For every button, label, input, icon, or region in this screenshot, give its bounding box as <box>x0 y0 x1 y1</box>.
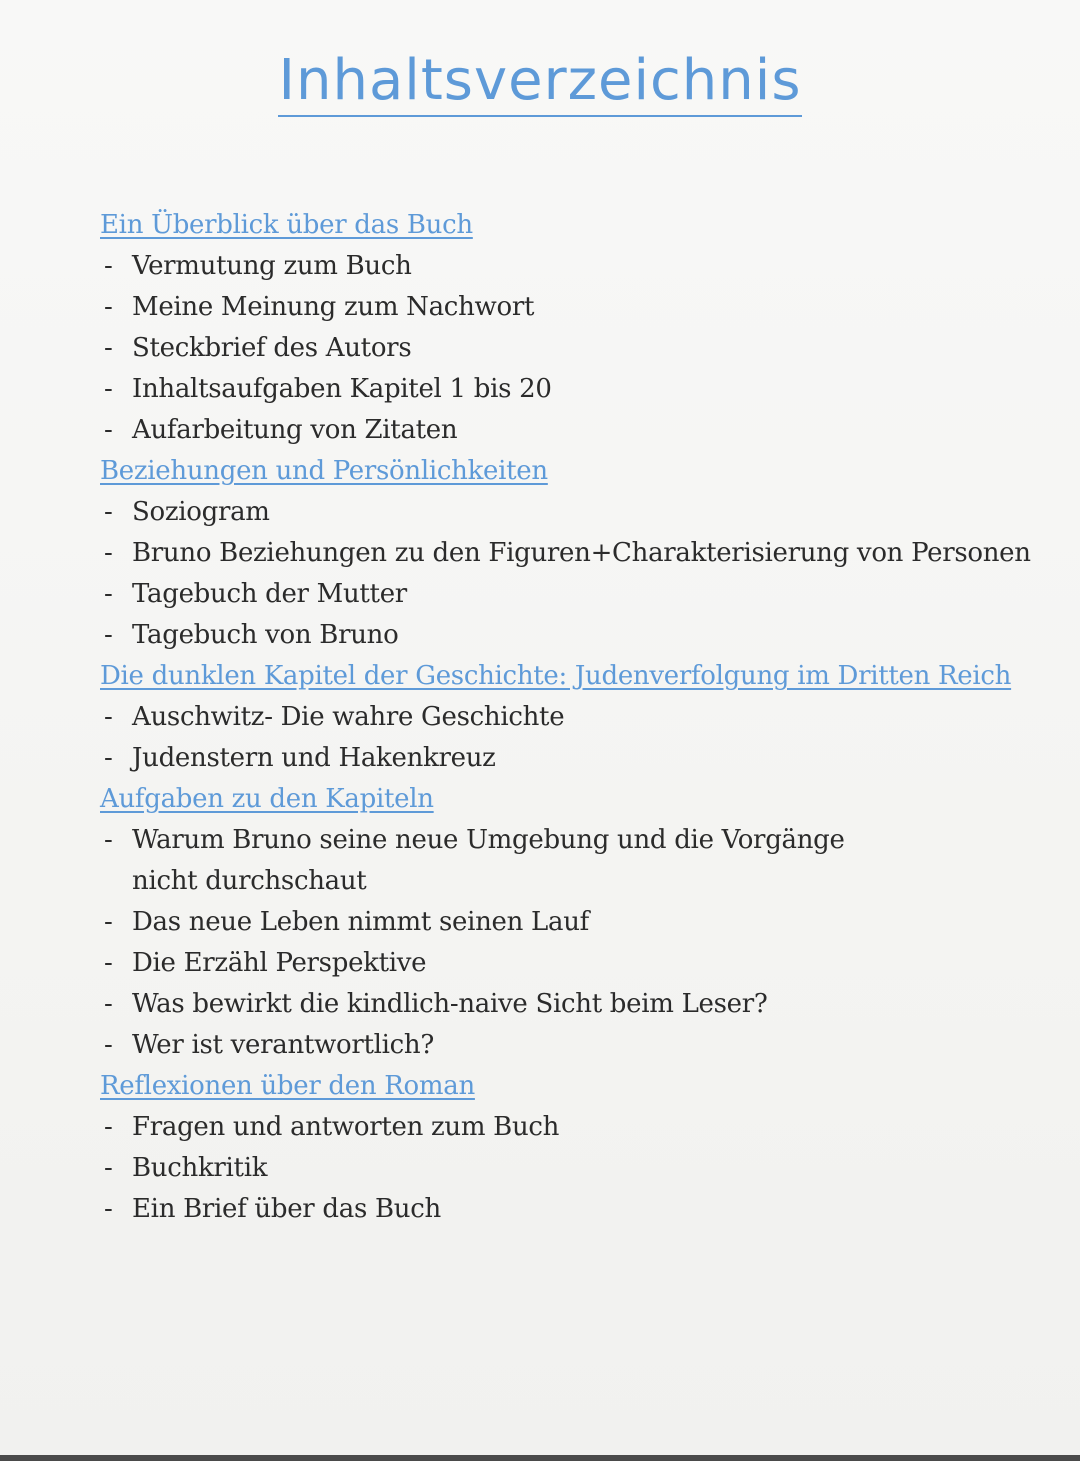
toc-item <box>100 410 1000 451</box>
dash-marker: - <box>104 989 113 1019</box>
dash-marker: - <box>104 374 113 404</box>
dash-marker: - <box>104 825 113 855</box>
toc-item <box>100 1025 1000 1066</box>
toc-item <box>100 697 1000 738</box>
toc-item-label: Ein Brief über das Buch <box>132 1194 441 1224</box>
dash-marker: - <box>104 907 113 937</box>
dash-marker: - <box>104 1112 113 1142</box>
dash-marker: - <box>104 948 113 978</box>
toc-item <box>100 615 1000 656</box>
toc-item-label: Aufarbeitung von Zitaten <box>132 415 458 445</box>
toc-item-label: Buchkritik <box>132 1153 268 1183</box>
section-heading-reflexionen: Reflexionen über den Roman <box>100 1071 475 1101</box>
toc-item <box>100 287 1000 328</box>
toc-item <box>100 738 1000 779</box>
page-title-text: Inhaltsverzeichnis <box>278 48 801 117</box>
dash-marker: - <box>104 538 113 568</box>
section-heading-beziehungen: Beziehungen und Persönlichkeiten <box>100 456 548 486</box>
dash-marker: - <box>104 620 113 650</box>
dash-marker: - <box>104 702 113 732</box>
dash-marker: - <box>104 1194 113 1224</box>
toc-item <box>100 533 1031 574</box>
toc-item-label: Was bewirkt die kindlich-naive Sicht beim Leser? <box>132 989 768 1019</box>
toc-item <box>100 1148 1000 1189</box>
section-heading-dunkle-kapitel: Die dunklen Kapitel der Geschichte: Judenverfolgung im Dritten Reich <box>100 661 1012 691</box>
page-bottom-edge <box>0 1455 1080 1461</box>
dash-marker: - <box>104 415 113 445</box>
toc-item-label: Auschwitz- Die wahre Geschichte <box>132 702 565 732</box>
toc-item-label: Warum Bruno seine neue Umgebung und die Vorgänge nicht durchschaut <box>132 825 845 896</box>
toc-item <box>100 1189 1000 1230</box>
toc-item <box>100 943 1000 984</box>
page-title <box>0 48 1080 113</box>
toc-item <box>100 574 1000 615</box>
dash-marker: - <box>104 1153 113 1183</box>
dash-marker: - <box>104 292 113 322</box>
toc-item-label: Tagebuch der Mutter <box>132 579 407 609</box>
toc-item-label: Inhaltsaufgaben Kapitel 1 bis 20 <box>132 374 552 404</box>
toc-item <box>100 246 1000 287</box>
toc-item-label: Tagebuch von Bruno <box>132 620 399 650</box>
toc-item-label: Wer ist verantwortlich? <box>132 1030 435 1060</box>
dash-marker: - <box>104 333 113 363</box>
toc-item-label: Fragen und antworten zum Buch <box>132 1112 560 1142</box>
dash-marker: - <box>104 497 113 527</box>
toc-item <box>100 492 1000 533</box>
section-heading-ueberblick: Ein Überblick über das Buch <box>100 210 473 240</box>
dash-marker: - <box>104 579 113 609</box>
dash-marker: - <box>104 1030 113 1060</box>
toc-item-label: Judenstern und Hakenkreuz <box>132 743 496 773</box>
toc-item <box>100 1107 1000 1148</box>
table-of-contents <box>100 205 1031 1230</box>
dash-marker: - <box>104 743 113 773</box>
toc-item-label: Steckbrief des Autors <box>132 333 412 363</box>
toc-item-label: Vermutung zum Buch <box>132 251 412 281</box>
toc-item-label: Bruno Beziehungen zu den Figuren+Charakterisierung von Personen <box>132 538 1031 568</box>
toc-item-label: Das neue Leben nimmt seinen Lauf <box>132 907 589 937</box>
toc-item <box>100 902 1000 943</box>
toc-item <box>100 820 892 902</box>
section-heading-aufgaben: Aufgaben zu den Kapiteln <box>100 784 434 814</box>
toc-item-label: Meine Meinung zum Nachwort <box>132 292 535 322</box>
toc-item <box>100 984 1000 1025</box>
toc-item-label: Soziogram <box>132 497 270 527</box>
toc-item-label: Die Erzähl Perspektive <box>132 948 427 978</box>
dash-marker: - <box>104 251 113 281</box>
toc-item <box>100 369 1000 410</box>
toc-item <box>100 328 1000 369</box>
